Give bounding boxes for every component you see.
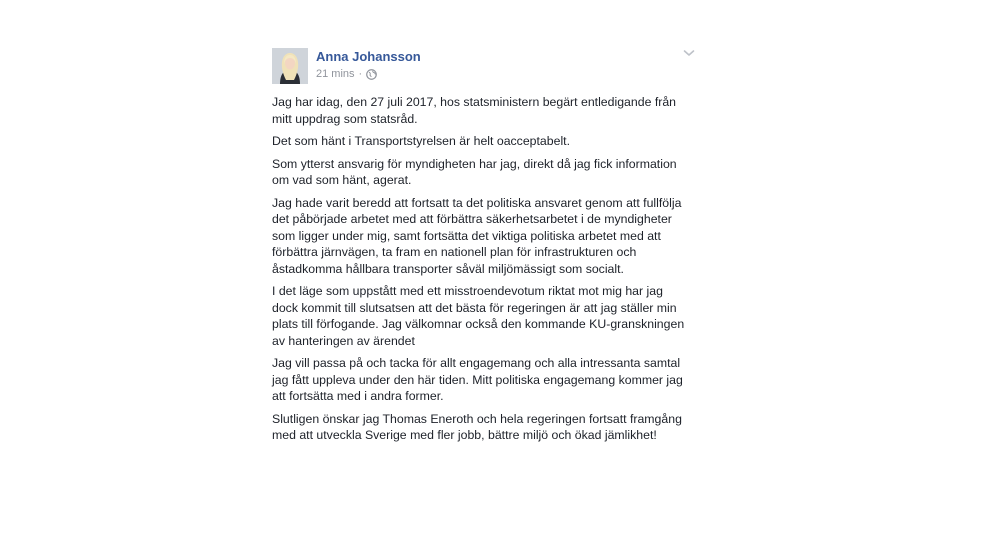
post-paragraph: Jag har idag, den 27 juli 2017, hos statsministern begärt entledigande från mitt uppdrag som statsråd. — [272, 95, 677, 126]
chevron-down-icon[interactable] — [682, 46, 696, 60]
author-name[interactable]: Anna Johansson — [316, 49, 421, 64]
post-paragraph: Jag vill passa på och tacka för allt engagemang och alla intressanta samtal jag fått uppleva under den här tiden. Mitt politiska engagemang kommer jag att fortsätta med i andra former. — [272, 356, 683, 403]
avatar[interactable] — [272, 48, 308, 84]
post-timestamp[interactable]: 21 mins — [316, 68, 355, 80]
post-paragraph: I det läge som uppstått med ett misstroendevotum riktat mot mig har jag dock kommit till slutsatsen att det bästa för regeringen är att jag ställer min plats till förfogande. Jag välkomnar också den kommande KU-granskningen av hanteringen av ärendet — [272, 284, 685, 348]
post-paragraph: Det som hänt i Transportstyrelsen är helt oacceptabelt. — [272, 134, 571, 148]
globe-icon[interactable] — [366, 69, 377, 80]
facebook-post — [272, 44, 702, 450]
post-body — [272, 94, 702, 444]
post-paragraph: Slutligen önskar jag Thomas Eneroth och hela regeringen fortsatt framgång med att utveckla Sverige med fler jobb, bättre miljö och ökad jämlikhet! — [272, 411, 682, 442]
post-paragraph: Som ytterst ansvarig för myndigheten har jag, direkt då jag fick information om vad som hänt, agerat. — [272, 156, 677, 187]
post-header — [272, 44, 702, 88]
post-meta — [316, 68, 377, 80]
meta-separator: · — [358, 68, 363, 80]
post-paragraph: Jag hade varit beredd att fortsatt ta det politiska ansvaret genom att fullfölja det påbörjade arbetet med att förbättra säkerhetsarbetet i de myndigheter som ligger under mig, samt fortsätta det viktiga politiska arbetet med att förbättra järnvägen, ta fram en nationell plan för infrastrukturen och åstadkomma hållbara transporter såväl miljömässigt som socialt. — [272, 195, 682, 276]
